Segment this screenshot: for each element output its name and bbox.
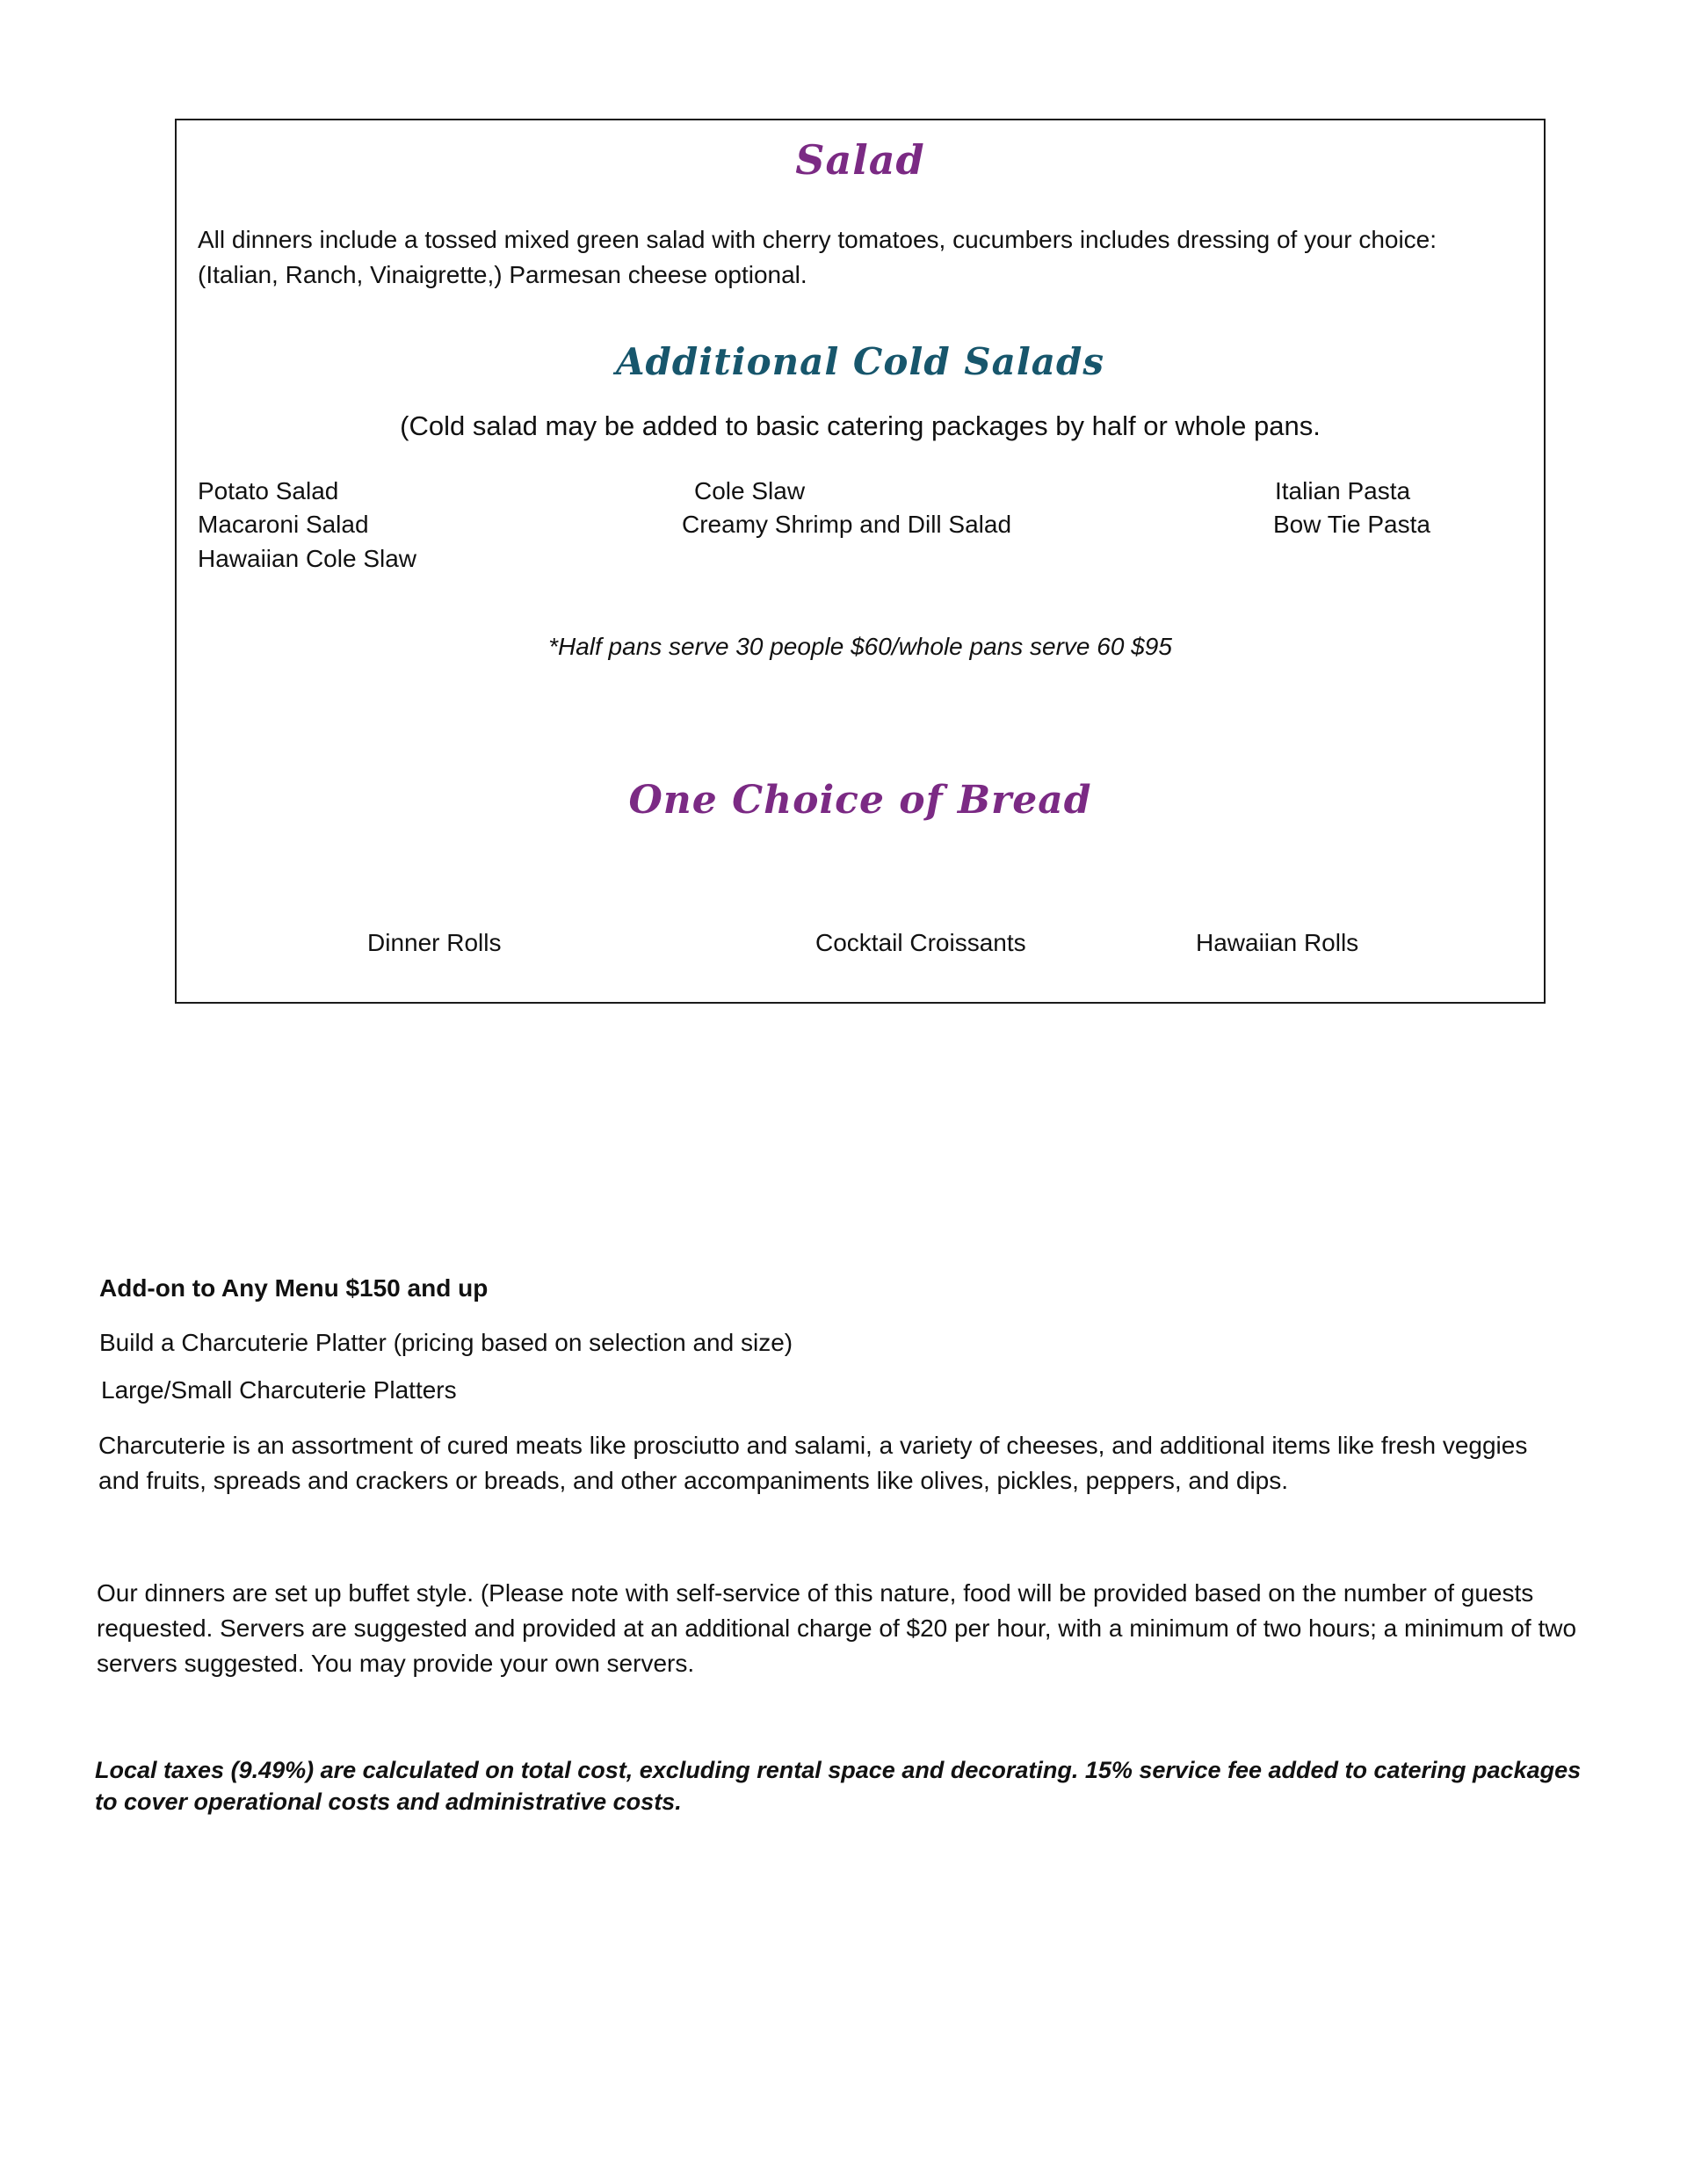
bread-item: Dinner Rolls bbox=[367, 929, 502, 956]
cold-salads-heading: Additional Cold Salads bbox=[615, 340, 1105, 383]
salad-bread-menu-box bbox=[175, 119, 1546, 1004]
cold-salad-item: Hawaiian Cole Slaw bbox=[198, 545, 417, 572]
cold-salad-item: Macaroni Salad bbox=[198, 511, 369, 538]
salad-description: All dinners include a tossed mixed green salad with cherry tomatoes, cucumbers includes dressing of your choice: (Italian, Ranch, Vinaigrette,) Parmesan cheese optional. bbox=[198, 226, 1437, 288]
taxes-note: Local taxes (9.49%) are calculated on total cost, excluding rental space and decorating. 15% service fee added to catering packages to cover operational costs and administrative costs. bbox=[95, 1757, 1582, 1815]
bread-item: Cocktail Croissants bbox=[815, 929, 1026, 956]
bread-item: Hawaiian Rolls bbox=[1196, 929, 1359, 956]
bread-heading: One Choice of Bread bbox=[628, 778, 1092, 823]
cold-salad-item: Cole Slaw bbox=[694, 477, 806, 504]
buffet-service-note: Our dinners are set up buffet style. (Please note with self-service of this nature, food will be provided based on the number of guests requested. Servers are suggested and provided at an additional charge of $20 per hour, with a minimum of two hours; a minimum of two servers suggested. You may provide your own servers. bbox=[97, 1579, 1577, 1677]
pan-pricing-note: *Half pans serve 30 people $60/whole pans serve 60 $95 bbox=[548, 633, 1172, 660]
cold-salad-item: Creamy Shrimp and Dill Salad bbox=[682, 511, 1012, 538]
charcuterie-description: Charcuterie is an assortment of cured meats like prosciutto and salami, a variety of cheeses, and additional items like fresh veggies and fruits, spreads and crackers or breads, and other accompaniments like olives, pickles, peppers, and dips. bbox=[98, 1432, 1528, 1494]
salad-heading: Salad bbox=[795, 136, 925, 184]
cold-salad-item: Potato Salad bbox=[198, 477, 339, 504]
addon-platter-sizes: Large/Small Charcuterie Platters bbox=[101, 1376, 457, 1404]
cold-salad-item: Bow Tie Pasta bbox=[1273, 511, 1430, 538]
cold-salad-item: Italian Pasta bbox=[1275, 477, 1411, 504]
addon-title: Add-on to Any Menu $150 and up bbox=[99, 1274, 489, 1302]
cold-salads-note: (Cold salad may be added to basic catering packages by half or whole pans. bbox=[400, 410, 1321, 441]
addon-build-platter: Build a Charcuterie Platter (pricing based on selection and size) bbox=[99, 1329, 793, 1356]
